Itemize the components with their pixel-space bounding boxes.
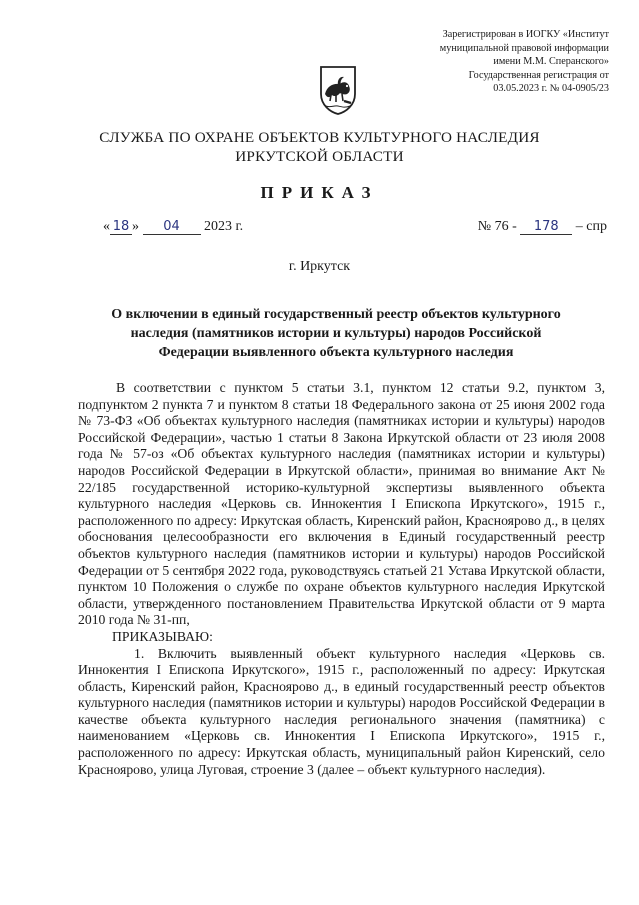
order-number [478, 219, 607, 235]
document-type-heading: ПРИКАЗ [260, 183, 379, 202]
coat-of-arms-emblem [318, 64, 358, 116]
preamble-paragraph: В соответствии с пунктом 5 статьи 3.1, пунктом 12 статьи 9.2, пунктом 3, подпунктом 2 пункта 7 и пунктом 8 статьи 18 Федерального закона от 25 июня 2002 года № 73-ФЗ «Об объектах культурного наследия (памятниках истории и культуры) народов Российской Федерации», частью 1 статьи 8 Закона Иркутской области от 23 июля 2008 года № 57-оз «Об объектах культурного наследия (памятниках истории и культуры) народов Российской Федерации в Иркутской области», принимая во внимание Акт № 22/185 государственной историко-культурной экспертизы выявленного объекта культурного наследия «Церковь св. Иннокентия I Епископа Иркутского», 1915 г., расположенного по адресу: Иркутская область, Киренский район, Красноярово д., в целях обоснования целесообразности его включения в Единый государственный реестр объектов культурного наследия (памятников истории и культуры) народов Российской Федерации от 5 сентября 2022 года, руководствуясь статьей 21 Устава Иркутской области, пунктом 10 Положения о службе по охране объектов культурного наследия Иркутской области, утвержденного постановлением Правительства Иркутской области от 9 марта 2010 года № 31-пп, [78, 380, 605, 628]
title-line-2: наследия (памятников истории и культуры) народов Российской [130, 326, 542, 341]
city-of-issue: г. Иркутск [288, 259, 351, 274]
order-directive-word: ПРИКАЗЫВАЮ: [112, 628, 213, 644]
number-handwritten: 178 [520, 219, 572, 235]
title-line-1: О включении в единый государственный реестр объектов культурного [111, 307, 561, 322]
number-prefix: № 76 - [477, 219, 517, 234]
registration-stamp [395, 28, 609, 96]
date-month-handwritten: 04 [143, 219, 201, 235]
date-day-handwritten: 18 [110, 219, 132, 235]
title-line-3: Федерации выявленного объекта культурного наследия [158, 345, 514, 360]
order-title [100, 305, 572, 362]
order-body [78, 380, 605, 778]
registration-line: имени М.М. Сперанского» [493, 56, 609, 68]
registration-line: муниципальной правовой информации [439, 42, 609, 54]
order-item-1: 1. Включить выявленный объект культурного наследия «Церковь св. Иннокентия I Епископа Иркутского», 1915 г., расположенный по адресу: Иркутская область, Киренский район, Красноярово д., в единый государственный реестр объектов культурного наследия (памятников истории и культуры) народов Российской Федерации в качестве объекта культурного наследия регионального значения (памятника) с наименованием «Церковь св. Иннокентия I Епископа Иркутского», 1915 г., расположенного по адресу: Иркутская область, муниципальный район Киренский, село Красноярово, улица Луговая, строение 3 (далее – объект культурного наследия). [78, 645, 605, 777]
registration-line: Государственная регистрация от [468, 69, 609, 81]
registration-line: 03.05.2023 г. № 04-0905/23 [493, 83, 609, 95]
date-year: 2023 г. [204, 219, 244, 234]
date-close-quote: » [132, 219, 139, 234]
number-suffix: – спр [575, 219, 607, 234]
authority-line-2: ИРКУТСКОЙ ОБЛАСТИ [235, 148, 404, 165]
date-open-quote: « [103, 219, 110, 234]
authority-line-1: СЛУЖБА ПО ОХРАНЕ ОБЪЕКТОВ КУЛЬТУРНОГО НАСЛЕДИЯ [99, 129, 540, 146]
issuing-authority [0, 128, 639, 166]
registration-line: Зарегистрирован в ИОГКУ «Институт [442, 29, 609, 40]
order-date [103, 219, 243, 235]
